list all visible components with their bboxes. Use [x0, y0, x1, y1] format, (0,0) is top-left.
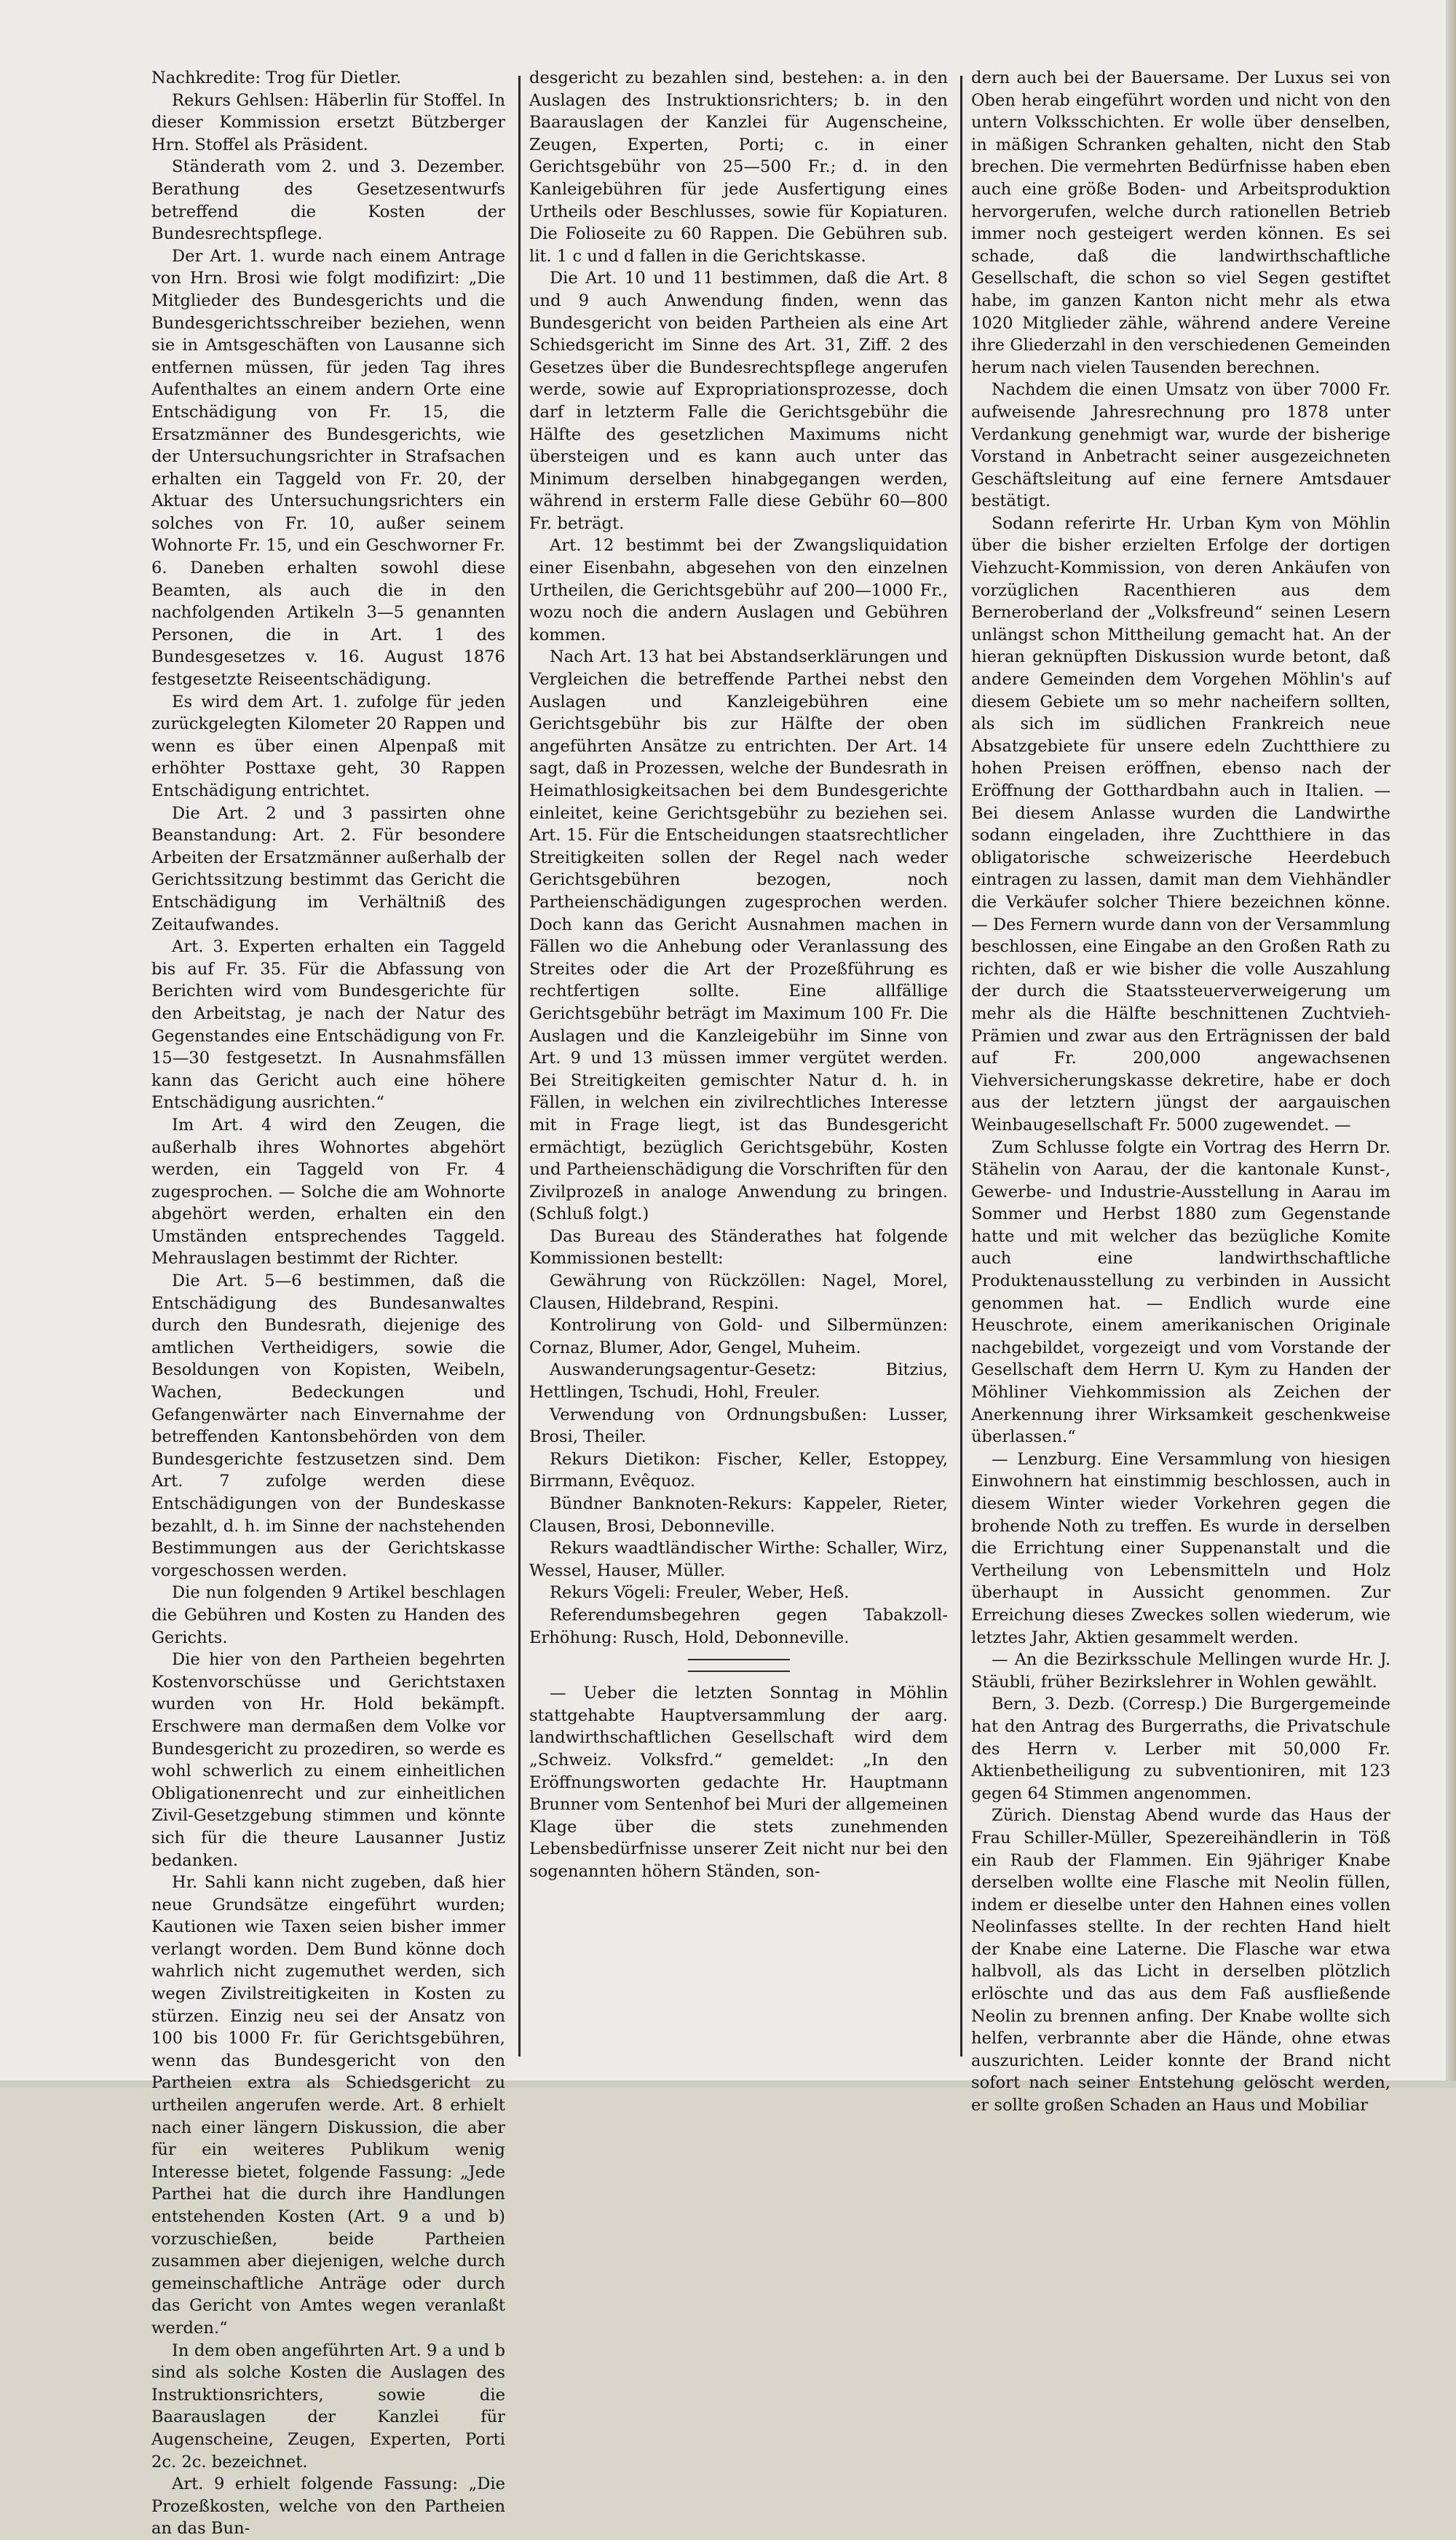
paragraph: Der Art. 1. wurde nach einem Antrage von Hrn. Brosi wie folgt modifizirt: „Die Mitglieder des Bundesgerichts und die Bundesgerichtsschreiber beziehen, wenn sie in Amtsgeschäften von Lausanne sich entfernen müssen, für jeden Tag ihres Aufenthaltes an einem andern Orte eine Entschädigung von Fr. 15, die Ersatzmänner des Bundesgerichts, wie der Untersuchungsrichter in Strafsachen erhalten ein Taggeld von Fr. 20, der Aktuar des Untersuchungsrichters ein solches von Fr. 10, außer seinem Wohnorte Fr. 15, und ein Geschworner Fr. 6. Daneben erhalten sowohl diese Beamten, als auch die in den nachfolgenden Artikeln 3—5 genannten Personen, die in Art. 1 des Bundesgesetzes v. 16. August 1876 festgesetzte Reiseentschädigung.	[151, 246, 505, 690]
paragraph: Die Art. 5—6 bestimmen, daß die Entschädigung des Bundesanwaltes durch den Bundesrath, diejenige des amtlichen Vertheidigers, sowie die Besoldungen von Kopisten, Weibeln, Wachen, Bedeckungen und Gefangenwärter nach Einvernahme der betreffenden Kantonsbehörden von dem Bundesgerichte festzusetzen sind. Dem Art. 7 zufolge werden diese Entschädigungen von der Bundeskasse bezahlt, d. h. im Sinne der nachstehenden Bestimmungen aus der Gerichtskasse vorgeschossen werden.	[151, 1271, 505, 1580]
paragraph: Rekurs Gehlsen: Häberlin für Stoffel. In dieser Kommission ersetzt Bützberger Hrn. Stoffel als Präsident.	[151, 90, 505, 154]
paragraph: Zürich. Dienstag Abend wurde das Haus der Frau Schiller-Müller, Spezereihändlerin in Töß ein Raub der Flammen. Ein 9jähriger Knabe derselben wollte eine Flasche mit Neolin füllen, indem er dieselbe unter den Hahnen eines vollen Neolinfasses stellte. In der rechten Hand hielt der Knabe eine Laterne. Die Flasche war etwa halbvoll, als das Licht in derselben plötzlich erlöschte und das aus dem Faß ausfließende Neolin zu brennen anfing. Der Knabe wollte sich helfen, verbrannte aber die Hände, ohne etwas auszurichten. Leider konnte der Brand nicht sofort nach seiner Entstehung gelöscht werden, er sollte großen Schaden an Haus und Mobiliar	[971, 1806, 1390, 2115]
paragraph: Art. 9 erhielt folgende Fassung: „Die Prozeßkosten, welche von den Partheien an das Bun-	[151, 2474, 505, 2539]
paragraph: Zum Schlusse folgte ein Vortrag des Herrn Dr. Stähelin von Aarau, der die kantonale Kunst-, Gewerbe- und Industrie-Ausstellung in Aarau im Sommer und Herbst 1880 zum Gegenstande hatte und mit welcher das bezügliche Komite auch eine landwirthschaftliche Produktenausstellung zu verbinden in Aussicht genommen hat. — Endlich wurde eine Heuschrote, einem amerikanischen Originale nachgebildet, vorgezeigt und vom Vorstande der Gesellschaft dem Herrn U. Kym zu Handen der Möhliner Viehkommission als Zeichen der Anerkennung ihrer Wirksamkeit geschenkweise überlassen.“	[971, 1137, 1390, 1447]
text-column-2	[529, 67, 948, 2059]
paragraph: — Ueber die letzten Sonntag in Möhlin stattgehabte Hauptversammlung der aarg. landwirthschaftlichen Gesellschaft wird dem „Schweiz. Volksfrd.“ gemeldet: „In den Eröffnungsworten gedachte Hr. Hauptmann Brunner vom Sentenhof bei Muri der allgemeinen Klage über die stets zunehmenden Lebensbedürfnisse unserer Zeit nicht nur bei den sogenannten höhern Ständen, son-	[529, 1684, 948, 1881]
paragraph: Bern, 3. Dezb. (Corresp.) Die Burgergemeinde hat den Antrag des Burgerraths, die Privatschule des Herrn v. Lerber mit 50,000 Fr. Aktienbetheiligung zu subventioniren, mit 123 gegen 64 Stimmen angenommen.	[971, 1695, 1390, 1803]
paragraph: Die Art. 10 und 11 bestimmen, daß die Art. 8 und 9 auch Anwendung finden, wenn das Bundesgericht von beiden Partheien als eine Art Schiedsgericht im Sinne des Art. 31, Ziff. 2 des Gesetzes über die Bundesrechtspflege angerufen werde, sowie auf Expropriationsprozesse, doch darf in letzterm Falle die Gerichtsgebühr die Hälfte des gesetzlichen Maximums nicht übersteigen und es kann auch unter das Minimum derselben hinabgegangen werden, während in ersterm Falle diese Gebühr 60—800 Fr. beträgt.	[529, 269, 948, 533]
text-column-1	[151, 67, 505, 2539]
section-separator	[688, 1659, 790, 1660]
paragraph: — An die Bezirksschule Mellingen wurde Hr. J. Stäubli, früher Bezirkslehrer in Wohlen gewählt.	[971, 1650, 1390, 1692]
paragraph: Ständerath vom 2. und 3. Dezember. Berathung des Gesetzesentwurfs betreffend die Kosten der Bundesrechtspflege.	[151, 157, 505, 244]
column-rule-left	[518, 76, 521, 2056]
paragraph: Art. 3. Experten erhalten ein Taggeld bis auf Fr. 35. Für die Abfassung von Berichten wird vom Bundesgerichte für den Arbeitstag, je nach der Natur des Gegenstandes eine Entschädigung von Fr. 15—30 festgesetzt. In Ausnahmsfällen kann das Gericht auch eine höhere Entschädigung ausrichten.“	[151, 937, 505, 1113]
paragraph: Hr. Sahli kann nicht zugeben, daß hier neue Grundsätze eingeführt wurden; Kautionen wie Taxen seien bisher immer verlangt worden. Dem Bund könne doch wahrlich nicht zugemuthet werden, sich wegen Zivilstreitigkeiten in Kosten zu stürzen. Einzig neu sei der Ansatz von 100 bis 1000 Fr. für Gerichtsgebühren, wenn das Bundesgericht von den Partheien extra als Schiedsgericht zu urtheilen angerufen werde. Art. 8 erhielt nach einer längern Diskussion, die aber für ein weiteres Publikum wenig Interesse bietet, folgende Fassung: „Jede Parthei hat die durch ihre Handlungen entstehenden Kosten (Art. 9 a und b) vorzuschießen, beide Partheien zusammen aber diejenigen, welche durch gemeinschaftliche Anträge oder durch das Gericht von Amtes wegen veranlaßt werden.“	[151, 1873, 505, 2338]
column-rule-right	[960, 76, 962, 2056]
commission-entry: Bündner Banknoten-Rekurs: Kappeler, Rieter, Clausen, Brosi, Debonneville.	[529, 1494, 948, 1536]
paragraph: Die Art. 2 und 3 passirten ohne Beanstandung: Art. 2. Für besondere Arbeiten der Ersatzmänner außerhalb der Gerichtssitzung bestimmt das Gericht die Entschädigung im Verhältniß des Zeitaufwandes.	[151, 803, 505, 934]
page-edge-right	[1446, 0, 1456, 2088]
commission-entry: Rekurs Vögeli: Freuler, Weber, Heß.	[550, 1583, 850, 1603]
paragraph: Die nun folgenden 9 Artikel beschlagen die Gebühren und Kosten zu Handen des Gerichts.	[151, 1583, 505, 1647]
commission-entry: Gewährung von Rückzöllen: Nagel, Morel, Clausen, Hildebrand, Respini.	[529, 1271, 948, 1313]
commission-entry: Referendumsbegehren gegen Tabakzoll-Erhöhung: Rusch, Hold, Debonneville.	[529, 1605, 948, 1647]
paragraph: Die hier von den Partheien begehrten Kostenvorschüsse und Gerichtstaxen wurden von Hr. Hold bekämpft. Erschwere man dermaßen dem Volke vor Bundesgericht zu prozediren, so werde es wohl schwerlich zu einem einheitlichen Obligationenrecht und zur einheitlichen Zivil-Gesetzgebung stimmen und könnte sich für die theure Lausanner Justiz bedanken.	[151, 1650, 505, 1870]
paragraph: Es wird dem Art. 1. zufolge für jeden zurückgelegten Kilometer 20 Rappen und wenn es über einen Alpenpaß mit erhöhter Posttaxe geht, 30 Rappen Entschädigung entrichtet.	[151, 692, 505, 800]
paragraph: In dem oben angeführten Art. 9 a und b sind als solche Kosten die Auslagen des Instruktionsrichters, sowie die Baarauslagen der Kanzlei für Augenscheine, Zeugen, Experten, Porti 2c. 2c. bezeichnet.	[151, 2340, 505, 2472]
paragraph: Nach Art. 13 hat bei Abstandserklärungen und Vergleichen die betreffende Parthei nebst den Auslagen und Kanzleigebühren eine Gerichtsgebühr bis zur Hälfte der oben angeführten Ansätze zu entrichten. Der Art. 14 sagt, daß in Prozessen, welche der Bundesrath in Heimathlosigkeitsachen bei dem Bundesgerichte einleitet, keine Gerichtsgebühr zu beziehen sei. Art. 15. Für die Entscheidungen staatsrechtlicher Streitigkeiten sollen der Regel nach weder Gerichtsgebühren bezogen, noch Partheienschädigungen zugesprochen werden. Doch kann das Gericht Ausnahmen machen in Fällen wo die Anhebung oder Veranlassung des Streites oder die Art der Prozeßführung es rechtfertigen sollte. Eine allfällige Gerichtsgebühr beträgt im Maximum 100 Fr. Die Auslagen und die Kanzleigebühr im Sinne von Art. 9 und 13 müssen immer vergütet werden. Bei Streitigkeiten gemischter Natur d. h. in Fällen, in welchen ein zivilrechtliches Interesse mit in Frage liegt, ist das Bundesgericht ermächtigt, bezüglich Gerichtsgebühr, Kosten und Partheienschädigung die Vorschriften für den Zivilprozeß in analoge Anwendung zu bringen. (Schluß folgt.)	[529, 647, 948, 1224]
paragraph: dern auch bei der Bauersame. Der Luxus sei von Oben herab eingeführt worden und nicht von den untern Volksschichten. Er wolle über denselben, in mäßigen Schranken gehalten, nicht den Stab brechen. Die vermehrten Bedürfnisse haben eben auch eine größe Boden- und Arbeitsproduktion hervorgerufen, welche durch rationellen Betrieb immer noch gesteigert werden können. Es sei schade, daß die landwirthschaftliche Gesellschaft, die schon so viel Segen gestiftet habe, im ganzen Kanton nicht mehr als etwa 1020 Mitglieder zähle, während andere Vereine ihre Gliederzahl in den verschiedenen Gemeinden herum nach vielen Tausenden berechnen.	[971, 68, 1390, 377]
text-column-3	[971, 67, 1390, 2115]
paragraph: — Lenzburg. Eine Versammlung von hiesigen Einwohnern hat einstimmig beschlossen, auch in diesem Winter wieder Vorkehren gegen die brohende Noth zu treffen. Es wurde in derselben die Errichtung einer Suppenanstalt und die Vertheilung von Lebensmitteln und Holz überhaupt in Aussicht genommen. Zur Erreichung dieses Zweckes sollen wiederum, wie letztes Jahr, Aktien gesammelt werden.	[971, 1449, 1390, 1647]
commission-entry: Rekurs waadtländischer Wirthe: Schaller, Wirz, Wessel, Hauser, Müller.	[529, 1539, 948, 1580]
commission-entry: Auswanderungsagentur-Gesetz: Bitzius, Hettlingen, Tschudi, Hohl, Freuler.	[529, 1360, 948, 1403]
paragraph: Im Art. 4 wird den Zeugen, die außerhalb ihres Wohnortes abgehört werden, ein Taggeld von Fr. 4 zugesprochen. — Solche die am Wohnorte abgehört werden, erhalten ein den Umständen entsprechendes Taggeld. Mehrauslagen bestimmt der Richter.	[151, 1115, 505, 1269]
paragraph: Das Bureau des Ständerathes hat folgende Kommissionen bestellt:	[529, 1226, 948, 1269]
paragraph: desgericht zu bezahlen sind, bestehen: a. in den Auslagen des Instruktionsrichters; b. in den Baarauslagen der Kanzlei für Augenscheine, Zeugen, Experten, Porti; c. in einer Gerichtsgebühr von 25—500 Fr.; d. in den Kanleigebühren für jede Ausfertigung eines Urtheils oder Beschlusses, sowie für Kopiaturen. Die Folioseite zu 60 Rappen. Die Gebühren sub. lit. 1 c und d fallen in die Gerichtskasse.	[529, 68, 948, 266]
commission-entry: Rekurs Dietikon: Fischer, Keller, Estoppey, Birrmann, Evêquoz.	[529, 1449, 948, 1491]
paragraph: Nachdem die einen Umsatz von über 7000 Fr. aufweisende Jahresrechnung pro 1878 unter Verdankung genehmigt war, wurde der bisherige Vorstand in Anbetracht seiner ausgezeichneten Geschäftsleitung auf eine fernere Amtsdauer bestätigt.	[971, 380, 1390, 511]
paragraph: Art. 12 bestimmt bei der Zwangsliquidation einer Eisenbahn, abgesehen von den einzelnen Urtheilen, die Gerichtsgebühr auf 200—1000 Fr., wozu noch die andern Auslagen und Gebühren kommen.	[529, 536, 948, 644]
paragraph: Nachkredite: Trog für Dietler.	[151, 68, 402, 87]
commission-entry: Kontrolirung von Gold- und Silbermünzen: Cornaz, Blumer, Ador, Gengel, Muheim.	[529, 1316, 948, 1357]
section-separator	[688, 1671, 790, 1672]
paragraph: Sodann referirte Hr. Urban Kym von Möhlin über die bisher erzielten Erfolge der dortigen Viehzucht-Kommission, von deren Ankäufen von vorzüglichen Racenthieren aus dem Berneroberland der „Volksfreund“ seinen Lesern unlängst schon Mittheilung gemacht hat. An der hieran geknüpften Diskussion wurde betont, daß andere Gemeinden dem Vorgehen Möhlin's auf diesem Gebiete um so mehr nacheifern sollten, als sich im südlichen Frankreich neue Absatzgebiete für unsere edeln Zuchtthiere zu hohen Preisen eröffnen, ebenso nach der Eröffnung der Gotthardbahn auch in Italien. — Bei diesem Anlasse wurden die Landwirthe sodann eingeladen, ihre Zuchtthiere in das obligatorische schweizerische Heerdebuch eintragen zu lassen, damit man dem Viehhändler die Verkäufer solcher Thiere bezeichnen könne. — Des Fernern wurde dann von der Versammlung beschlossen, eine Eingabe an den Großen Rath zu richten, daß er wie bisher die volle Auszahlung der durch die Staatssteuerverweigerung um mehr als die Hälfte beschnittenen Zuchtvieh-Prämien und zwar aus den Erträgnissen der bald auf Fr. 200,000 angewachsenen Viehversicherungskasse dekretire, habe er doch aus der letztern jüngst der aargauischen Weinbaugesellschaft Fr. 5000 zugewendet. —	[971, 513, 1390, 1135]
commission-entry: Verwendung von Ordnungsbußen: Lusser, Brosi, Theiler.	[529, 1405, 948, 1447]
